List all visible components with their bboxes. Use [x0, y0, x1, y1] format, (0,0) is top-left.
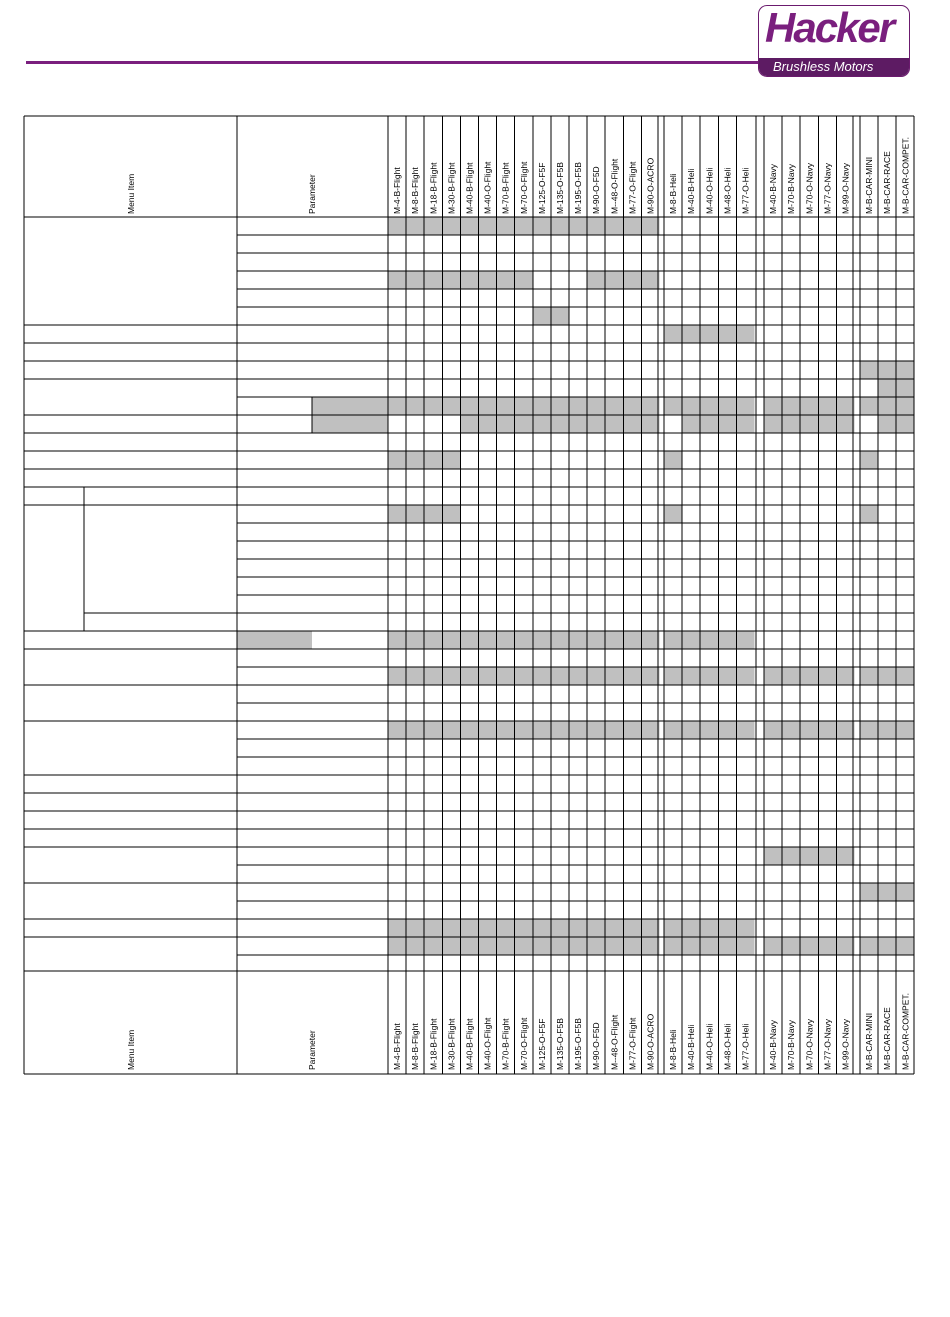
shaded-cell: [551, 217, 569, 235]
motor-column-footer-header: M-48-O-Heli: [722, 1023, 733, 1070]
shaded-cell: [479, 271, 497, 289]
menu-item-footer-header: Menu Item: [126, 1029, 136, 1070]
shaded-cell: [896, 397, 914, 415]
shaded-cell: [424, 217, 442, 235]
shaded-cell: [515, 721, 533, 739]
shaded-cell: [533, 721, 551, 739]
motor-column-footer-header: M-B-CAR-RACE: [882, 1007, 893, 1070]
shaded-cell: [569, 217, 587, 235]
motor-column-header: M-40-B-Navy: [768, 163, 779, 214]
shaded-cell: [860, 397, 878, 415]
shaded-cell: [569, 721, 587, 739]
shaded-cell: [497, 667, 515, 685]
shaded-cell: [406, 631, 424, 649]
shaded-cell: [442, 667, 460, 685]
motor-column-footer-header: M-77-O-Flight: [627, 1017, 638, 1070]
shaded-cell: [782, 937, 800, 955]
shaded-cell: [515, 217, 533, 235]
shaded-cell: [718, 325, 736, 343]
shaded-parameter-cell: [312, 397, 388, 415]
shaded-cell: [551, 667, 569, 685]
shaded-cell: [664, 505, 682, 523]
shaded-cell: [479, 937, 497, 955]
motor-column-footer-header: M-125-O-F5F: [536, 1018, 547, 1070]
shaded-cell: [533, 415, 551, 433]
motor-column-footer-header: M-18-B-Flight: [428, 1018, 439, 1070]
motor-column-header: M--48-O-Flight: [609, 158, 620, 214]
shaded-cell: [782, 667, 800, 685]
motor-column-header: M-40-B-Flight: [464, 162, 475, 214]
motor-column-header: M-B-CAR-RACE: [882, 151, 893, 214]
shaded-cell: [442, 631, 460, 649]
shaded-cell: [533, 919, 551, 937]
motor-column-footer-header: M-77-O-Navy: [822, 1018, 833, 1070]
shaded-cell: [551, 307, 569, 325]
shaded-cell: [764, 847, 782, 865]
shaded-cell: [623, 271, 641, 289]
shaded-cell: [569, 415, 587, 433]
shaded-cell: [479, 415, 497, 433]
shaded-cell: [388, 271, 406, 289]
shaded-cell: [623, 631, 641, 649]
motor-column-footer-header: M-70-B-Navy: [786, 1019, 797, 1070]
shaded-cell: [605, 415, 623, 433]
shaded-cell: [836, 415, 854, 433]
shaded-cell: [682, 397, 700, 415]
shaded-cell: [551, 631, 569, 649]
parameter-footer-header: Parameter: [307, 1030, 317, 1070]
shaded-cell: [587, 937, 605, 955]
shaded-cell: [605, 919, 623, 937]
motor-column-footer-header: M-B-CAR-MINI: [864, 1012, 875, 1070]
shaded-cell: [497, 415, 515, 433]
motor-column-header: M-90-O-F5D: [591, 166, 602, 214]
shaded-cell: [388, 667, 406, 685]
shaded-cell: [587, 631, 605, 649]
shaded-cell: [736, 415, 754, 433]
shaded-cell: [664, 631, 682, 649]
shaded-cell: [782, 847, 800, 865]
shaded-cell: [424, 919, 442, 937]
shaded-cell: [533, 307, 551, 325]
shaded-cell: [878, 937, 896, 955]
shaded-cell: [641, 631, 659, 649]
motor-column-header: M-77-O-Flight: [627, 161, 638, 214]
shaded-cell: [605, 631, 623, 649]
motor-column-header: M-4-B-Flight: [392, 167, 403, 214]
shaded-cell: [442, 505, 460, 523]
shaded-cell: [605, 667, 623, 685]
shaded-cell: [641, 271, 659, 289]
motor-column-footer-header: M-195-O-F5B: [573, 1018, 584, 1070]
motor-column-footer-header: M-99-O-Navy: [840, 1018, 851, 1070]
shaded-parameter-cell: [312, 415, 388, 433]
shaded-cell: [406, 505, 424, 523]
shaded-cell: [460, 631, 478, 649]
shaded-cell: [700, 415, 718, 433]
shaded-cell: [479, 667, 497, 685]
motor-column-footer-header: M-70-O-Navy: [804, 1018, 815, 1070]
shaded-cell: [623, 415, 641, 433]
motor-column-footer-header: M-70-B-Flight: [500, 1018, 511, 1070]
shaded-cell: [664, 325, 682, 343]
shaded-cell: [641, 721, 659, 739]
shaded-cell: [442, 217, 460, 235]
shaded-cell: [664, 721, 682, 739]
motor-column-footer-header: M-40-B-Flight: [464, 1018, 475, 1070]
shaded-cell: [479, 397, 497, 415]
shaded-cell: [388, 919, 406, 937]
motor-column-footer-header: M-30-B-Flight: [446, 1018, 457, 1070]
shaded-cell: [664, 937, 682, 955]
shaded-cell: [388, 451, 406, 469]
shaded-cell: [641, 415, 659, 433]
motor-column-footer-header: M-70-O-Flight: [518, 1017, 529, 1070]
shaded-cell: [605, 397, 623, 415]
shaded-cell: [479, 919, 497, 937]
shaded-cell: [515, 415, 533, 433]
shaded-cell: [406, 397, 424, 415]
motor-column-header: M-77-O-Heli: [740, 167, 751, 214]
motor-column-footer-header: M-8-B-Flight: [410, 1023, 421, 1070]
motor-column-header: M-40-B-Heli: [686, 168, 697, 214]
shaded-cell: [718, 937, 736, 955]
shaded-cell: [764, 721, 782, 739]
shaded-cell: [896, 667, 914, 685]
shaded-cell: [497, 721, 515, 739]
shaded-cell: [569, 919, 587, 937]
shaded-cell: [800, 847, 818, 865]
shaded-cell: [782, 721, 800, 739]
shaded-cell: [424, 667, 442, 685]
shaded-cell: [641, 667, 659, 685]
motor-column-footer-header: M-40-B-Heli: [686, 1024, 697, 1070]
shaded-cell: [533, 937, 551, 955]
shaded-cell: [718, 631, 736, 649]
motor-column-footer-header: M-B-CAR-COMPET.: [900, 993, 911, 1070]
shaded-cell: [682, 631, 700, 649]
shaded-cell: [860, 721, 878, 739]
shaded-cell: [551, 415, 569, 433]
shaded-cell: [442, 919, 460, 937]
shaded-cell: [700, 325, 718, 343]
shaded-cell: [878, 415, 896, 433]
shaded-cell: [860, 937, 878, 955]
shaded-cell: [623, 937, 641, 955]
shaded-cell: [497, 631, 515, 649]
shaded-cell: [388, 397, 406, 415]
shaded-cell: [605, 721, 623, 739]
shaded-cell: [800, 397, 818, 415]
shaded-cell: [736, 937, 754, 955]
shaded-cell: [664, 451, 682, 469]
shaded-cell: [460, 397, 478, 415]
motor-column-header: M-48-O-Heli: [722, 167, 733, 214]
shaded-cell: [605, 217, 623, 235]
motor-column-footer-header: M-90-O-ACRO: [645, 1013, 656, 1070]
shaded-cell: [497, 937, 515, 955]
shaded-cell: [388, 505, 406, 523]
shaded-cell: [782, 397, 800, 415]
shaded-cell: [664, 919, 682, 937]
motor-column-footer-header: M-135-O-F5B: [554, 1018, 565, 1070]
motor-column-footer-header: M-8-B-Heli: [668, 1029, 679, 1070]
shaded-cell: [515, 667, 533, 685]
shaded-cell: [641, 937, 659, 955]
shaded-cell: [569, 397, 587, 415]
shaded-cell: [424, 721, 442, 739]
shaded-cell: [878, 667, 896, 685]
shaded-cell: [682, 415, 700, 433]
shaded-cell: [388, 631, 406, 649]
shaded-cell: [424, 397, 442, 415]
shaded-cell: [442, 271, 460, 289]
shaded-cell: [533, 631, 551, 649]
shaded-cell: [896, 937, 914, 955]
shaded-cell: [424, 451, 442, 469]
shaded-cell: [497, 397, 515, 415]
shaded-cell: [533, 397, 551, 415]
motor-column-header: M-90-O-ACRO: [645, 157, 656, 214]
shaded-cell: [664, 667, 682, 685]
shaded-cell: [700, 919, 718, 937]
shaded-cell: [424, 505, 442, 523]
shaded-cell: [533, 667, 551, 685]
motor-column-header: M-8-B-Heli: [668, 173, 679, 214]
shaded-cell: [764, 397, 782, 415]
shaded-cell: [736, 721, 754, 739]
shaded-cell: [682, 937, 700, 955]
shaded-cell: [700, 631, 718, 649]
shaded-cell: [479, 217, 497, 235]
shaded-cell: [682, 721, 700, 739]
motor-column-header: M-40-O-Flight: [482, 161, 493, 214]
shaded-cell: [641, 919, 659, 937]
shaded-cell: [515, 397, 533, 415]
shaded-cell: [896, 721, 914, 739]
shaded-cell: [497, 271, 515, 289]
shaded-cell: [878, 721, 896, 739]
shaded-cell: [623, 217, 641, 235]
shaded-cell: [736, 667, 754, 685]
shaded-cell: [551, 919, 569, 937]
shaded-cell: [818, 721, 836, 739]
shaded-cell: [682, 919, 700, 937]
shaded-cell: [460, 415, 478, 433]
shaded-cell: [460, 271, 478, 289]
shaded-cell: [424, 271, 442, 289]
motor-column-header: M-70-O-Flight: [518, 161, 529, 214]
motor-column-header: M-30-B-Flight: [446, 162, 457, 214]
shaded-cell: [641, 217, 659, 235]
shaded-cell: [587, 667, 605, 685]
shaded-cell: [878, 397, 896, 415]
motor-column-header: M-125-O-F5F: [536, 162, 547, 214]
shaded-cell: [460, 721, 478, 739]
motor-column-footer-header: M--48-O-Flight: [609, 1014, 620, 1070]
motor-column-footer-header: M-4-B-Flight: [392, 1023, 403, 1070]
shaded-cell: [718, 415, 736, 433]
shaded-cell: [878, 883, 896, 901]
shaded-cell: [587, 397, 605, 415]
motor-column-header: M-135-O-F5B: [554, 162, 565, 214]
motor-column-footer-header: M-40-B-Navy: [768, 1019, 779, 1070]
shaded-cell: [406, 937, 424, 955]
shaded-cell: [406, 667, 424, 685]
motor-column-header: M-B-CAR-COMPET.: [900, 137, 911, 214]
shaded-cell: [896, 415, 914, 433]
motor-column-header: M-70-B-Navy: [786, 163, 797, 214]
motor-column-header: M-18-B-Flight: [428, 162, 439, 214]
motor-column-header: M-99-O-Navy: [840, 162, 851, 214]
shaded-cell: [718, 721, 736, 739]
motor-column-header: M-8-B-Flight: [410, 167, 421, 214]
shaded-cell: [736, 919, 754, 937]
parameter-header: Parameter: [307, 174, 317, 214]
shaded-cell: [442, 937, 460, 955]
shaded-cell: [682, 667, 700, 685]
shaded-cell: [896, 361, 914, 379]
shaded-cell: [515, 919, 533, 937]
shaded-cell: [479, 631, 497, 649]
shaded-cell: [836, 847, 854, 865]
shaded-cell: [406, 271, 424, 289]
shaded-cell: [551, 721, 569, 739]
shaded-cell: [406, 721, 424, 739]
motor-column-header: M-40-O-Heli: [704, 167, 715, 214]
shaded-cell: [388, 217, 406, 235]
shaded-cell: [533, 217, 551, 235]
shaded-cell: [551, 937, 569, 955]
shaded-cell: [836, 721, 854, 739]
shaded-cell: [587, 271, 605, 289]
shaded-cell: [818, 667, 836, 685]
shaded-cell: [764, 667, 782, 685]
shaded-cell: [605, 937, 623, 955]
shaded-cell: [860, 361, 878, 379]
shaded-cell: [896, 883, 914, 901]
shaded-cell: [700, 397, 718, 415]
motor-column-footer-header: M-90-O-F5D: [591, 1022, 602, 1070]
shaded-cell: [623, 667, 641, 685]
logo-wordmark: Hacker: [765, 5, 894, 51]
motor-column-header: M-70-O-Navy: [804, 162, 815, 214]
motor-column-footer-header: M-40-O-Flight: [482, 1017, 493, 1070]
shaded-cell: [664, 397, 682, 415]
shaded-cell: [896, 379, 914, 397]
shaded-cell: [718, 397, 736, 415]
shaded-cell: [800, 937, 818, 955]
shaded-cell: [497, 919, 515, 937]
shaded-cell: [818, 847, 836, 865]
shaded-cell: [569, 937, 587, 955]
shaded-cell: [860, 883, 878, 901]
shaded-cell: [878, 379, 896, 397]
shaded-cell: [878, 361, 896, 379]
motor-column-header: M-70-B-Flight: [500, 162, 511, 214]
shaded-cell: [800, 721, 818, 739]
menu-item-header: Menu Item: [126, 173, 136, 214]
shaded-cell: [818, 397, 836, 415]
shaded-cell: [424, 937, 442, 955]
shaded-cell: [764, 937, 782, 955]
shaded-cell: [587, 217, 605, 235]
shaded-cell: [764, 415, 782, 433]
shaded-cell: [388, 721, 406, 739]
shaded-cell: [623, 721, 641, 739]
shaded-cell: [682, 325, 700, 343]
shaded-cell: [497, 217, 515, 235]
shaded-cell: [406, 919, 424, 937]
shaded-cell: [587, 415, 605, 433]
shaded-cell: [800, 415, 818, 433]
shaded-cell: [836, 667, 854, 685]
shaded-cell: [718, 667, 736, 685]
shaded-cell: [641, 397, 659, 415]
shaded-cell: [736, 397, 754, 415]
shaded-cell: [406, 451, 424, 469]
shaded-cell: [515, 937, 533, 955]
shaded-cell: [860, 505, 878, 523]
logo-tagline: Brushless Motors: [759, 58, 909, 76]
shaded-cell: [442, 397, 460, 415]
shaded-cell: [406, 217, 424, 235]
shaded-cell: [587, 721, 605, 739]
shaded-cell: [442, 721, 460, 739]
shaded-cell: [836, 397, 854, 415]
shaded-cell: [569, 667, 587, 685]
shaded-cell: [605, 271, 623, 289]
motor-column-header: M-77-O-Navy: [822, 162, 833, 214]
shaded-cell: [587, 919, 605, 937]
shaded-cell: [460, 217, 478, 235]
shaded-cell: [515, 271, 533, 289]
motor-column-header: M-195-O-F5B: [573, 162, 584, 214]
shaded-cell: [700, 721, 718, 739]
shaded-cell: [442, 451, 460, 469]
shaded-cell: [700, 667, 718, 685]
shaded-cell: [818, 415, 836, 433]
shaded-cell: [460, 937, 478, 955]
shaded-cell: [782, 415, 800, 433]
motor-column-footer-header: M-40-O-Heli: [704, 1023, 715, 1070]
shaded-cell: [736, 325, 754, 343]
shaded-cell: [460, 667, 478, 685]
shaded-cell: [551, 397, 569, 415]
shaded-cell: [623, 919, 641, 937]
shaded-cell: [860, 667, 878, 685]
shaded-cell: [818, 937, 836, 955]
shaded-cell: [623, 397, 641, 415]
shaded-cell: [479, 721, 497, 739]
shaded-cell: [836, 937, 854, 955]
shaded-cell: [569, 631, 587, 649]
shaded-cell: [860, 451, 878, 469]
shaded-parameter-cell: [237, 631, 312, 649]
motor-column-footer-header: M-77-O-Heli: [740, 1023, 751, 1070]
shaded-cell: [460, 919, 478, 937]
motor-column-header: M-B-CAR-MINI: [864, 156, 875, 214]
shaded-cell: [736, 631, 754, 649]
shaded-cell: [800, 667, 818, 685]
shaded-cell: [424, 631, 442, 649]
shaded-cell: [718, 919, 736, 937]
shaded-cell: [700, 937, 718, 955]
shaded-cell: [515, 631, 533, 649]
shaded-cell: [388, 937, 406, 955]
